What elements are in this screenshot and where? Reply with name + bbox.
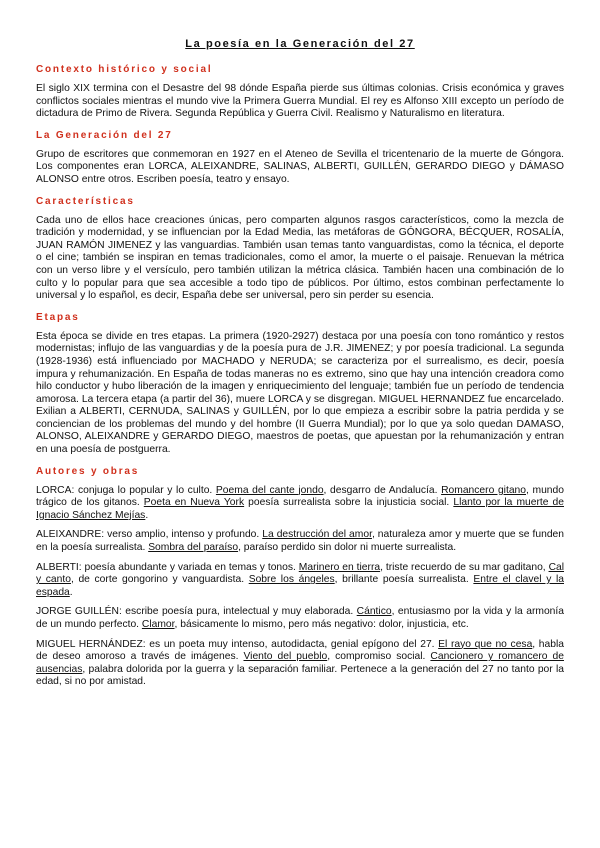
author-text: poesía surrealista sobre la injusticia social.: [244, 497, 454, 509]
work-title: El rayo que no cesa: [438, 638, 533, 650]
author-text: .: [69, 586, 73, 598]
paragraph-contexto: El siglo XIX termina con el Desastre del 98 dónde España pierde sus últimas colonias. Crisis económica y graves conflictos sociales mientras el mundo vive la Primera Guerra Mundial. El rey es Alfonso XIII excepto un período de dictadura de Primo de Rivera. Segunda República y Guerra Civil. Realismo y Naturalismo en literatura.: [36, 83, 564, 120]
author-aleixandre: [36, 529, 564, 554]
author-text: JORGE GUILLÉN: escribe poesía pura, intelectual y muy elaborada.: [36, 606, 357, 618]
work-title: Sombra del paraíso: [148, 542, 239, 554]
author-text: , compromiso social.: [327, 651, 431, 663]
heading-contexto: Contexto histórico y social: [36, 64, 213, 75]
work-title: Cal y canto: [36, 561, 565, 586]
work-title: Romancero gitano: [441, 484, 526, 496]
work-title: Poeta en Nueva York: [143, 497, 245, 509]
author-text: LORCA: conjuga lo popular y lo culto.: [36, 484, 216, 496]
heading-etapas: Etapas: [36, 311, 80, 323]
work-title: La destrucción del amor: [262, 529, 372, 541]
author-alberti: [36, 562, 564, 600]
author-text: , de corte gongorino y vanguardista.: [70, 574, 249, 586]
author-text: , brillante poesía surrealista.: [334, 574, 474, 586]
work-title: Cancionero y romancero de ausencias: [36, 651, 564, 675]
author-lorca: [36, 485, 564, 523]
author-text: , palabra dolorida por la guerra y la separación familiar. Pertenece a la generación del 27 no tanto por la edad, si no por amistad.: [36, 663, 564, 688]
work-title: Entre el clavel y la espada: [36, 574, 564, 598]
work-title: Viento del pueblo: [243, 651, 328, 663]
paragraph-etapas: Esta época se divide en tres etapas. La primera (1920-2927) destaca por una poesía con tono romántico y restos modernistas; influjo de las vanguardias y de la poesía pura de J.R. JIMENEZ; y por poesía tradicional. La segunda (1928-1936) está influenciado por MACHADO y NERUDA; se caracteriza por el surrealismo, es decir, poesía impura y rehumanización. En España de todas maneras no es extremo, sino que hay una intención creadora como hilo conductor y hubo liberación de la imagen y enriquecimiento del lenguaje; también fue un período de tendencia amorosa. La tercera etapa (a partir del 36), muere LORCA y se disgregan. MIGUEL HERNANDEZ fue encarcelado. Exilian a ALBERTI, CERNUDA, SALINAS y GUILLÉN, por lo que empieza a escribir sobre la patria perdida y se conciencian de los problemas del mundo y del hombre (II Guerra Mundial); por lo que ya solo quedan DAMASO, ALONSO, ALEIXANDRE y GERARDO DIEGO, maestros de poetas, que apuestan por la rehumanización y entran en una poesía de postguerra.: [36, 330, 564, 456]
author-text: , básicamente lo mismo, pero más negativo: dolor, injusticia, etc.: [174, 619, 469, 630]
author-text: ALEIXANDRE: verso amplio, intenso y profundo.: [36, 529, 263, 541]
heading-autores: Autores y obras: [36, 465, 140, 477]
work-title: Marinero en tierra: [298, 561, 381, 573]
document-title: La poesía en la Generación del 27: [185, 38, 415, 50]
heading-caracteristicas: Características: [36, 195, 135, 207]
work-title: Cántico: [356, 606, 392, 618]
author-hernandez: [36, 639, 564, 689]
work-title: Llanto por la muerte de Ignacio Sánchez Mejías: [36, 497, 564, 521]
work-title: Clamor: [141, 619, 175, 630]
author-text: , triste recuerdo de su mar gaditano,: [380, 561, 549, 573]
paragraph-caracteristicas: Cada uno de ellos hace creaciones únicas, pero comparten algunos rasgos característicos, como la mezcla de tradición y modernidad, y se influencian por la Edad Media, las metáforas de GÓNGORA, BÉCQUER, ROSALÍA, JUAN RAMÓN JIMENEZ y las vanguardias. También usan temas tanto vanguardistas, como la técnica, el deporte o el cine; también se inspiran en temas tradicionales, como el amor, la muerte o el paisaje. Renuevan la métrica con un verso libre y el versículo, pero también utilizan la métrica clásica. También hacen una combinación de lo culto y lo popular para que sea accesible a todo tipo de públicos. Por último, estos combinan perfectamente lo universal y lo español, es decir, España debe ser universal, pero sin perder su esencia.: [36, 214, 564, 302]
work-title: Sobre los ángeles: [248, 574, 335, 586]
author-text: , naturaleza amor y muerte que se funden en la poesía surrealista.: [36, 529, 564, 554]
author-text: ALBERTI: poesía abundante y variada en temas y tonos.: [36, 561, 299, 573]
author-text: , habla de deseo amoroso a través de imágenes.: [36, 638, 564, 663]
work-title: Poema del cante jondo: [215, 484, 324, 496]
author-text: , desgarro de Andalucía.: [323, 484, 442, 496]
document-page: [36, 38, 564, 696]
heading-generacion: La Generación del 27: [36, 129, 173, 141]
paragraph-generacion: Grupo de escritores que conmemoran en 1927 en el Ateneo de Sevilla el tricentenario de la muerte de Góngora. Los componentes eran LORCA, ALEIXANDRE, SALINAS, ALBERTI, GUILLÉN, GERARDO DIEGO y DÁMASO ALONSO entre otros. Escriben poesía, teatro y ensayo.: [36, 148, 564, 185]
author-text: MIGUEL HERNÁNDEZ: es un poeta muy intenso, autodidacta, genial epígono del 27.: [36, 638, 439, 650]
author-text: , mundo trágico de los gitanos.: [36, 484, 564, 509]
author-text: , entusiasmo por la vida y la armonía de un mundo perfecto.: [36, 606, 564, 630]
author-text: , paraíso perdido sin dolor ni muerte surrealista.: [238, 542, 457, 554]
author-guillen: [36, 606, 564, 631]
author-text: .: [145, 509, 149, 521]
